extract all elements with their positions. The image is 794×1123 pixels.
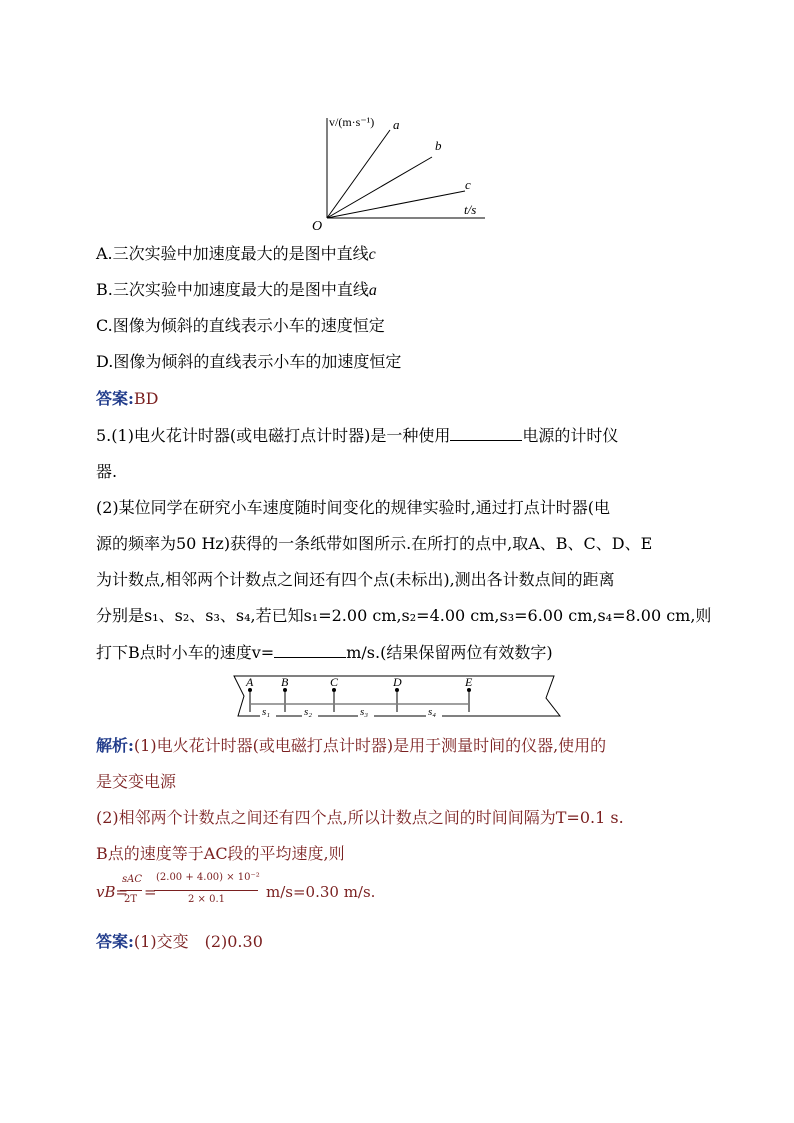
vt-graph [300, 108, 500, 233]
formula-tail: m/s=0.30 m/s. [266, 883, 376, 901]
solution-line1: 解析:(1)电火花计时器(或电磁打点计时器)是用于测量时间的仪器,使用的 [96, 736, 607, 755]
line-c-label: c [465, 177, 471, 192]
line-a [327, 130, 390, 218]
q5-part2-line4: 分别是s₁、s₂、s₃、s₄,若已知s₁=2.00 cm,s₂=4.00 cm,s₃=6.00 cm,s₄=8.00 cm,则 [96, 606, 712, 625]
point-b-label: B [281, 675, 289, 689]
point-d-label: D [393, 675, 402, 689]
line-b-label: b [435, 138, 442, 153]
formula-frac1-den: 2T [124, 894, 138, 905]
option-a: A.三次实验中加速度最大的是图中直线c [96, 244, 376, 263]
origin-label: O [312, 219, 323, 233]
q5-part1-line1: 5.(1)电火花计时器(或电磁打点计时器)是一种使用 电源的计时仪 [96, 426, 619, 445]
point-a-label: A [246, 675, 254, 689]
solution-line2: 是交变电源 [96, 772, 177, 791]
point-e-label: E [465, 675, 473, 689]
segment-s4-label: s₄ [428, 706, 437, 718]
solution-line4: B点的速度等于AC段的平均速度,则 [96, 844, 345, 863]
tape-point-labels [245, 675, 473, 689]
q5-part1-line2: 器. [96, 462, 118, 481]
formula-frac2-num: (2.00 + 4.00) × 10⁻² [156, 872, 260, 883]
segment-s1-label: s₁ [262, 706, 271, 718]
segment-s2-label: s₂ [304, 706, 313, 718]
q5-answer: 答案:(1)交变 (2)0.30 [96, 932, 263, 951]
q5-part2-line3: 为计数点,相邻两个计数点之间还有四个点(未标出),测出各计数点间的距离 [96, 570, 615, 589]
formula-frac1-num: sAC [122, 874, 143, 885]
q5-part2-line2: 源的频率为50 Hz)获得的一条纸带如图所示.在所打的点中,取A、B、C、D、E [96, 534, 653, 553]
line-b [327, 157, 432, 218]
option-c: C.图像为倾斜的直线表示小车的速度恒定 [96, 316, 385, 335]
line-a-label: a [393, 117, 400, 132]
q4-answer: 答案:BD [96, 389, 159, 408]
formula-lhs: vB= [96, 883, 129, 901]
segment-s3-label: s₃ [360, 706, 369, 718]
answer-blank-2[interactable] [274, 656, 346, 658]
line-c [327, 191, 465, 218]
paper-tape [228, 672, 568, 722]
option-d: D.图像为倾斜的直线表示小车的加速度恒定 [96, 352, 402, 371]
formula-frac2-den: 2 × 0.1 [188, 894, 226, 905]
point-c-label: C [330, 675, 339, 689]
x-axis-label: t/s [464, 202, 477, 217]
solution-line3: (2)相邻两个计数点之间还有四个点,所以计数点之间的时间间隔为T=0.1 s. [96, 808, 624, 827]
answer-blank-1[interactable] [450, 439, 522, 441]
q5-part2-line1: (2)某位同学在研究小车速度随时间变化的规律实验时,通过打点计时器(电 [96, 498, 610, 517]
option-b: B.三次实验中加速度最大的是图中直线a [96, 280, 377, 299]
y-axis-label: v/(m·s⁻¹) [329, 115, 375, 129]
q5-part2-line5: 打下B点时小车的速度v= m/s.(结果保留两位有效数字) [96, 643, 553, 662]
